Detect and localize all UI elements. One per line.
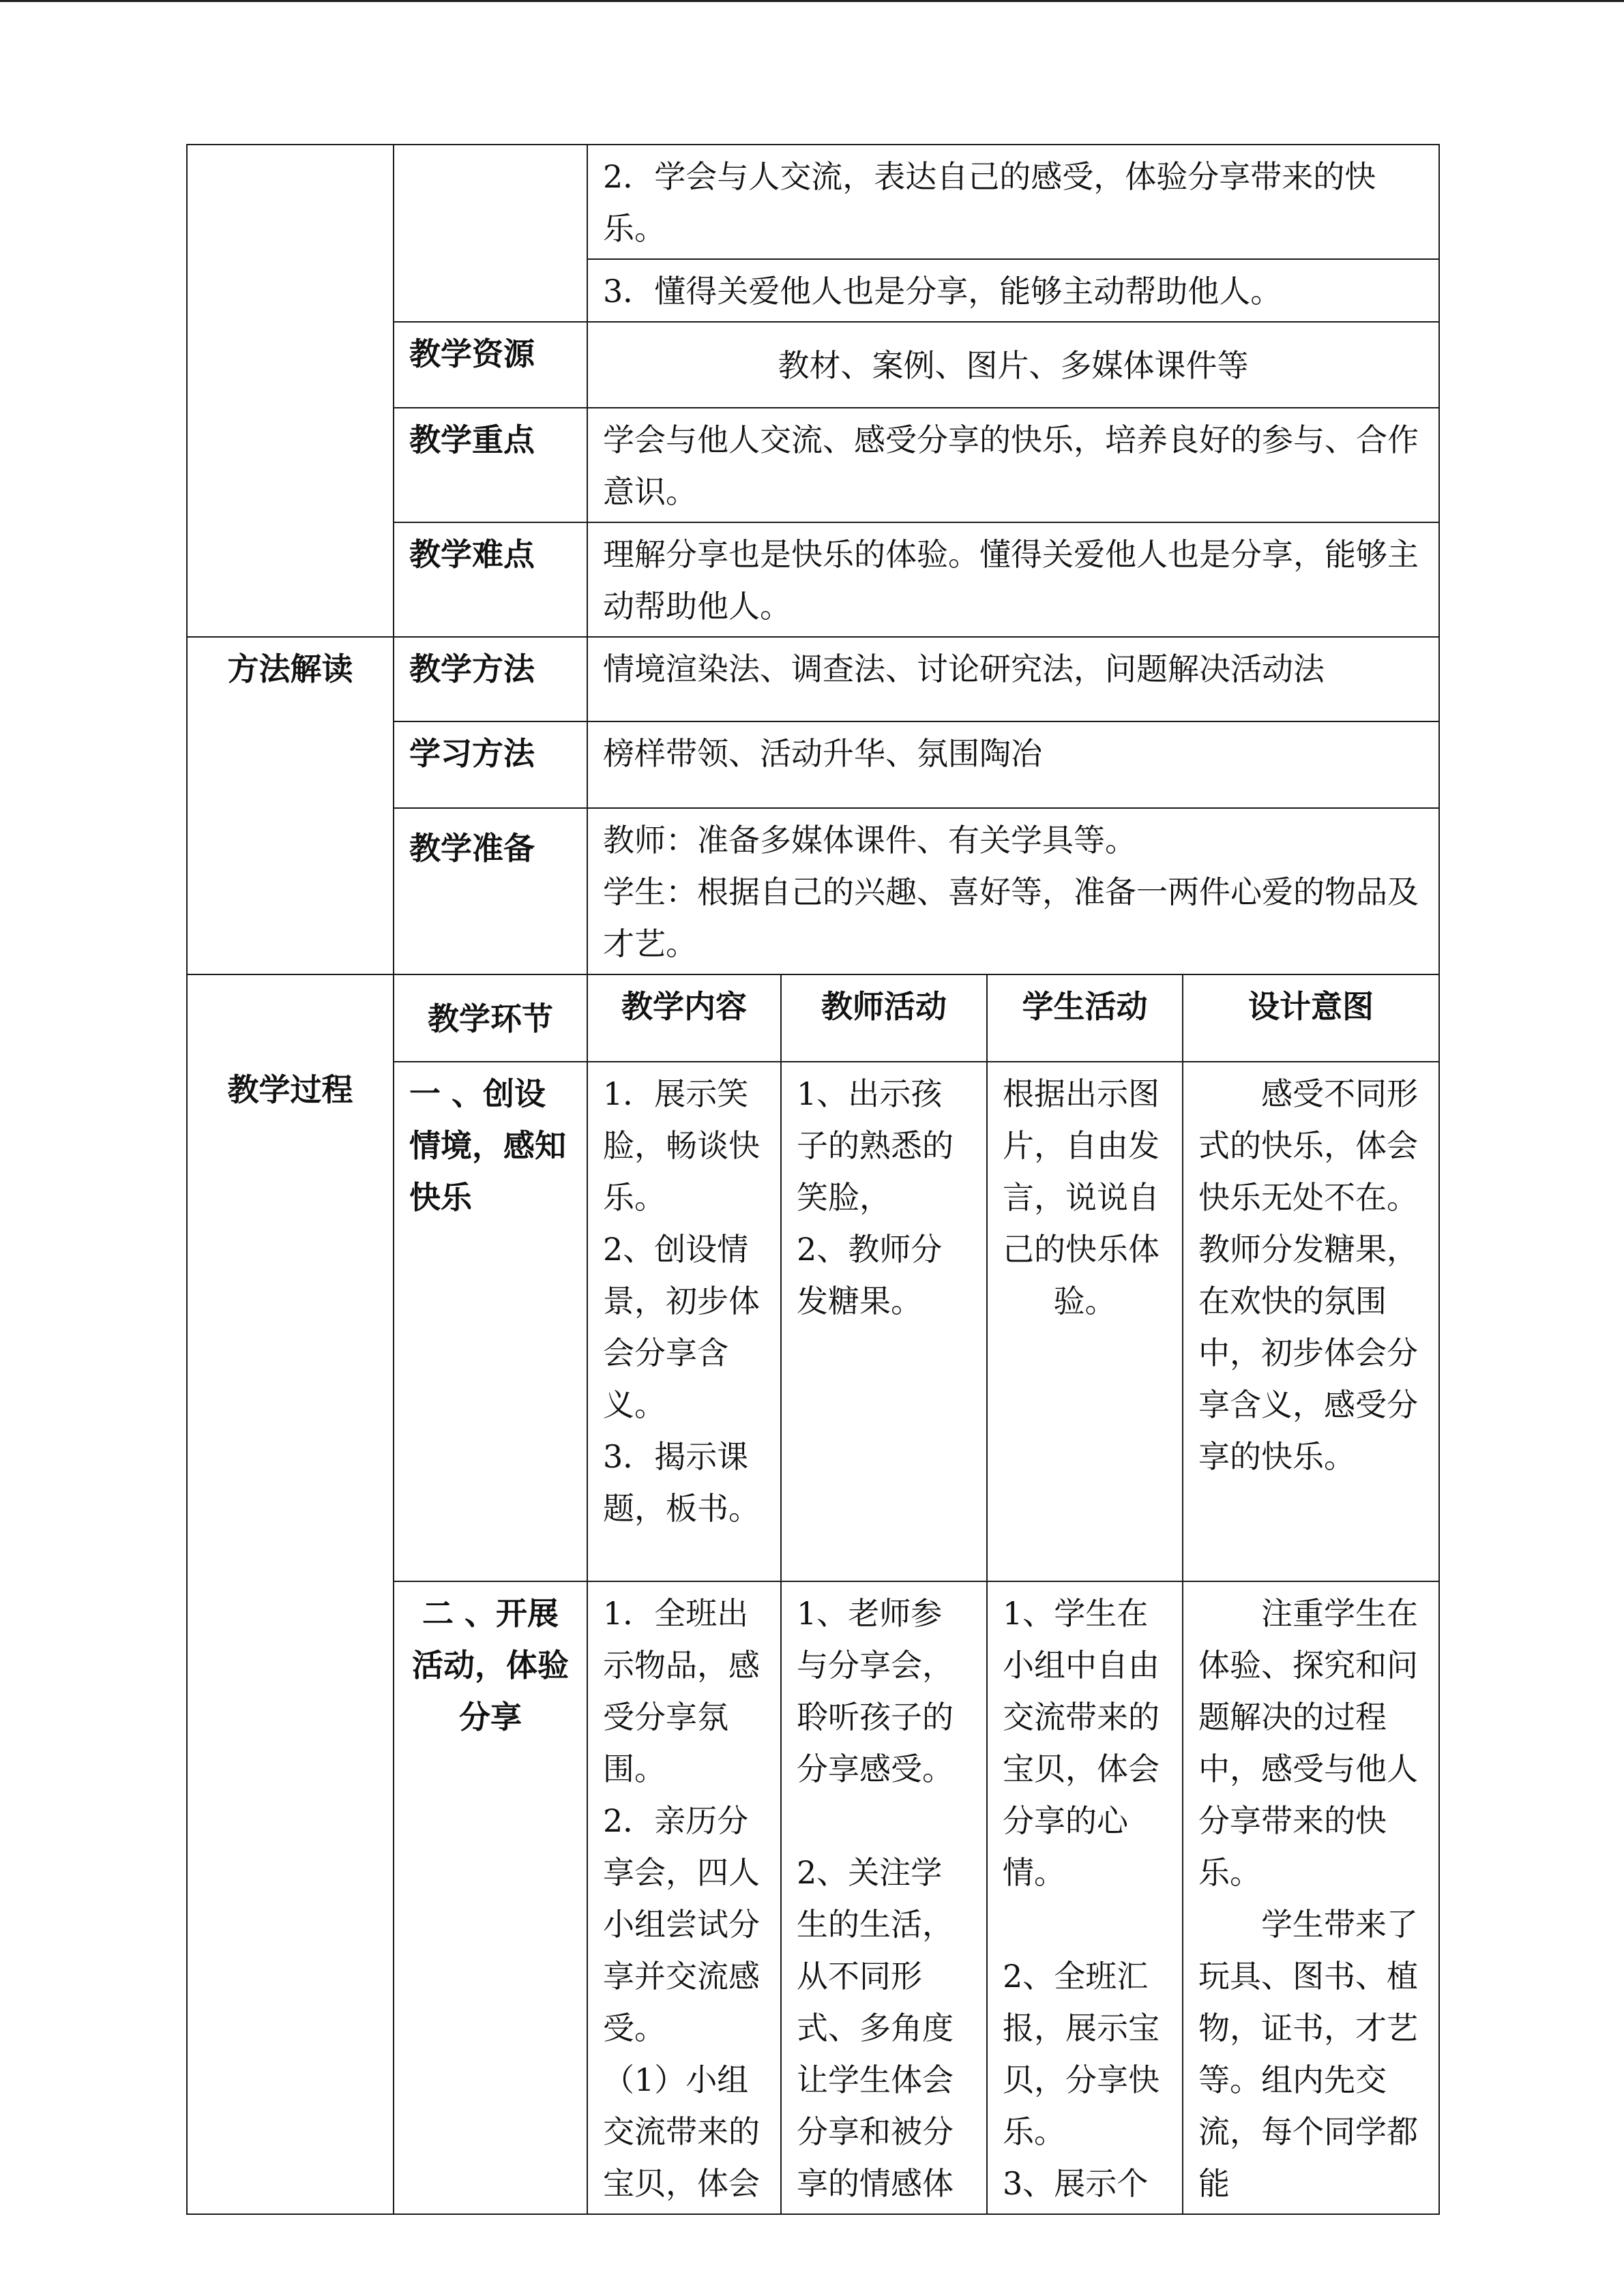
learning-method-label: 学习方法 xyxy=(394,721,587,808)
step1-student-1: 根据出示图片，自由发言，说说自己的快乐体 xyxy=(1003,1075,1160,1268)
step2-title: 二 、开展活动，体验分享 xyxy=(394,1581,587,2214)
step1-student-2: 验。 xyxy=(1053,1283,1117,1320)
teaching-method-label: 教学方法 xyxy=(394,637,587,721)
objective-row-2 xyxy=(187,145,1439,259)
preparation-teacher: 教师：准备多媒体课件、有关学具等。 xyxy=(603,822,1136,859)
step1-content-1: 1．展示笑脸，畅谈快乐。 xyxy=(603,1075,760,1216)
step1-content-2: 2、创设情景，初步体会分享含义。 xyxy=(603,1231,760,1423)
teaching-method-value: 情境渲染法、调查法、讨论研究法，问题解决活动法 xyxy=(587,637,1439,721)
step1-content xyxy=(587,1062,781,1581)
methods-section-label: 方法解读 xyxy=(187,637,394,974)
resources-value: 教材、案例、图片、多媒体课件等 xyxy=(587,322,1439,408)
lesson-plan-table xyxy=(186,144,1440,2215)
teaching-method-row xyxy=(187,637,1439,721)
step1-teacher-1: 1、出示孩子的熟悉的笑脸， xyxy=(797,1075,954,1216)
process-section-label: 教学过程 xyxy=(187,974,394,2214)
difficulties-label: 教学难点 xyxy=(394,522,587,637)
page-top-border xyxy=(0,0,1624,2)
objective-item-3: 3．懂得关爱他人也是分享，能够主动帮助他人。 xyxy=(587,259,1439,322)
step2-intent xyxy=(1183,1581,1439,2214)
objective-item-2: 2．学会与人交流，表达自己的感受，体验分享带来的快乐。 xyxy=(587,145,1439,259)
step2-content-1: 1．全班出示物品，感受分享氛围。 xyxy=(603,1595,760,1787)
key-points-label: 教学重点 xyxy=(394,408,587,522)
step1-content-3: 3．揭示课题，板书。 xyxy=(603,1438,760,1527)
step2-content-2: 2．亲历分享会，四人小组尝试分享并交流感受。 xyxy=(603,1802,760,2046)
header-intent: 设计意图 xyxy=(1183,974,1439,1062)
step2-student-3: 3、展示个 xyxy=(1003,2165,1149,2202)
header-content: 教学内容 xyxy=(587,974,781,1062)
label-cell-blank xyxy=(394,145,587,322)
step2-student-2: 2、全班汇报，展示宝贝，分享快乐。 xyxy=(1003,1958,1160,2150)
preparation-value xyxy=(587,808,1439,974)
step2-content-3: （1）小组交流带来的宝贝，体会 xyxy=(603,2061,760,2202)
header-step: 教学环节 xyxy=(394,974,587,1062)
step2-intent-1: 注重学生在体验、探究和问题解决的过程中，感受与他人分享带来的快乐。 xyxy=(1198,1595,1418,1891)
learning-method-value: 榜样带领、活动升华、氛围陶冶 xyxy=(587,721,1439,808)
key-points-value: 学会与他人交流、感受分享的快乐，培养良好的参与、合作意识。 xyxy=(587,408,1439,522)
preparation-label: 教学准备 xyxy=(394,808,587,974)
step2-student xyxy=(987,1581,1183,2214)
section-cell-blank xyxy=(187,145,394,637)
step2-teacher xyxy=(781,1581,987,2214)
difficulties-value: 理解分享也是快乐的体验。懂得关爱他人也是分享，能够主动帮助他人。 xyxy=(587,522,1439,637)
header-student: 学生活动 xyxy=(987,974,1183,1062)
step1-intent: 感受不同形式的快乐，体会快乐无处不在。教师分发糖果，在欢快的氛围中，初步体会分享含义，感受分享的快乐。 xyxy=(1183,1062,1439,1581)
step2-teacher-1: 1、老师参与分享会，聆听孩子的分享感受。 xyxy=(797,1595,954,1787)
step1-teacher-2: 2、教师分发糖果。 xyxy=(797,1231,943,1320)
step1-student xyxy=(987,1062,1183,1581)
resources-label: 教学资源 xyxy=(394,322,587,408)
step2-student-1: 1、学生在小组中自由交流带来的宝贝，体会分享的心情。 xyxy=(1003,1595,1160,1891)
step1-teacher xyxy=(781,1062,987,1581)
process-header-row xyxy=(187,974,1439,1062)
step2-content xyxy=(587,1581,781,2214)
preparation-student: 学生：根据自己的兴趣、喜好等，准备一两件心爱的物品及才艺。 xyxy=(603,874,1419,962)
header-teacher: 教师活动 xyxy=(781,974,987,1062)
step1-title: 一 、创设情境，感知快乐 xyxy=(394,1062,587,1581)
step2-teacher-2: 2、关注学生的生活，从不同形式、多角度让学生体会分享和被分享的情感体 xyxy=(797,1854,954,2202)
step2-intent-2: 学生带来了玩具、图书、植物，证书，才艺等。组内先交流，每个同学都能 xyxy=(1198,1906,1418,2202)
